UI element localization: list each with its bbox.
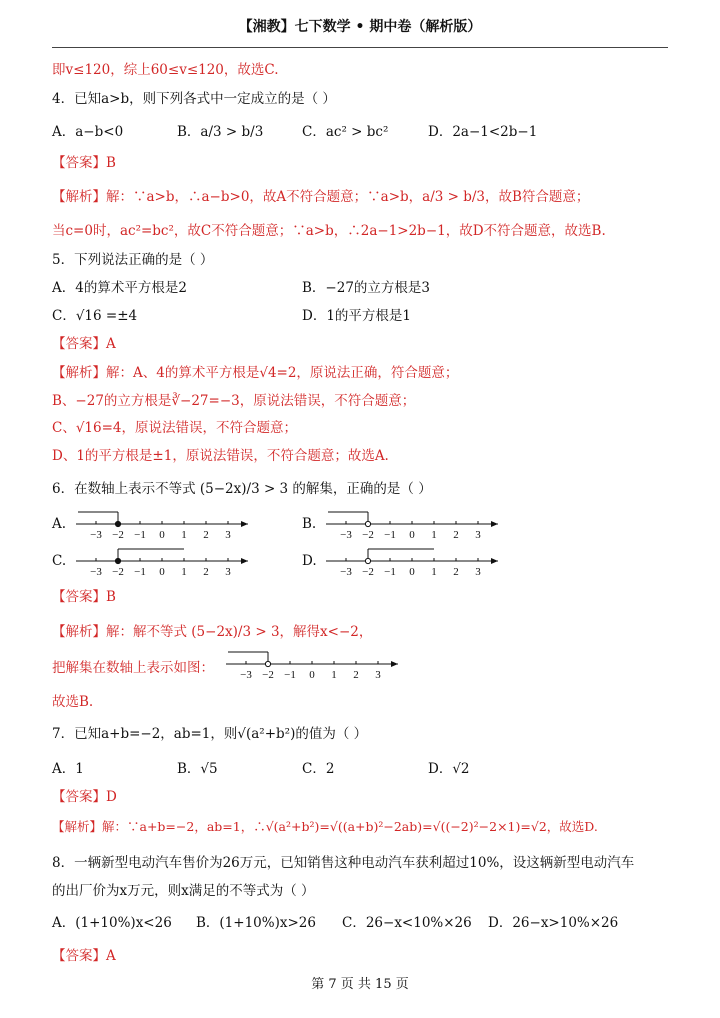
tick-label: 3 <box>375 669 381 681</box>
q5-explanation-3: C、√16=4，原说法错误，不符合题意； <box>52 420 298 436</box>
tick-label: 1 <box>181 529 187 541</box>
tick-label: −1 <box>284 669 296 681</box>
q8-option-d: D．26−x>10%×26 <box>488 915 619 931</box>
q4-stem: 4．已知a>b，则下列各式中一定成立的是（ ） <box>52 91 336 107</box>
number-line-svg <box>226 646 406 682</box>
boundary-point <box>115 521 120 526</box>
number-line-option-c <box>76 543 256 583</box>
tick-label: 1 <box>431 566 437 578</box>
boundary-point <box>265 661 270 666</box>
q6-option-c-label: C. <box>52 553 67 569</box>
tick-label: 1 <box>181 566 187 578</box>
tick-label: −1 <box>134 566 146 578</box>
number-line-svg <box>76 506 256 542</box>
tick-label: 3 <box>475 566 481 578</box>
q6-stem: 6．在数轴上表示不等式 (5−2x)/3 > 3 的解集，正确的是（ ） <box>52 481 432 497</box>
number-line-option-a <box>76 506 256 546</box>
q5-option-b: B．−27的立方根是3 <box>302 280 430 296</box>
q7-answer: 【答案】D <box>52 789 117 805</box>
number-line-option-d <box>326 543 506 583</box>
boundary-point <box>115 558 120 563</box>
number-line-solution <box>226 646 406 686</box>
tick-label: 1 <box>431 529 437 541</box>
q7-option-d: D．√2 <box>428 761 470 777</box>
tick-label: 1 <box>331 669 337 681</box>
q7-option-c: C．2 <box>302 761 335 777</box>
q4-option-b: B．a/3 > b/3 <box>177 124 264 140</box>
q5-option-d: D．1的平方根是1 <box>302 308 412 324</box>
tick-label: 0 <box>159 529 165 541</box>
tick-label: −3 <box>240 669 252 681</box>
q6-answer: 【答案】B <box>52 589 116 605</box>
q4-option-d: D．2a−1<2b−1 <box>428 124 538 140</box>
axis-arrow <box>241 521 248 527</box>
q5-answer: 【答案】A <box>52 336 116 352</box>
tick-label: 0 <box>409 566 415 578</box>
tick-label: −2 <box>362 566 374 578</box>
tick-label: 2 <box>453 566 459 578</box>
q5-explanation-2: B、−27的立方根是∛−27=−3，原说法错误，不符合题意； <box>52 393 416 409</box>
axis-arrow <box>241 558 248 564</box>
q5-explanation-1: 【解析】解：A、4的算术平方根是√4=2，原说法正确，符合题意； <box>52 365 459 381</box>
tick-label: −1 <box>134 529 146 541</box>
boundary-point <box>365 558 370 563</box>
tick-label: 2 <box>353 669 359 681</box>
tick-label: −2 <box>112 566 124 578</box>
q8-option-c: C．26−x<10%×26 <box>342 915 472 931</box>
tick-label: 0 <box>159 566 165 578</box>
q6-option-d-label: D. <box>302 553 317 569</box>
q6-option-b-label: B. <box>302 516 317 532</box>
q7-explanation: 【解析】解：∵a+b=−2，ab=1，∴√(a²+b²)=√((a+b)²−2ab)=√((−2)²−2×1)=√2，故选D. <box>52 819 598 834</box>
q4-explanation-1: 【解析】解：∵a>b，∴a−b>0，故A不符合题意；∵a>b，a/3 > b/3，故B符合题意； <box>52 189 590 205</box>
tick-label: −1 <box>384 529 396 541</box>
number-line-svg <box>326 543 506 579</box>
q5-explanation-4: D、1的平方根是±1，原说法错误，不符合题意；故选A. <box>52 448 389 464</box>
tick-label: 0 <box>309 669 315 681</box>
q7-option-a: A．1 <box>52 761 84 777</box>
q4-option-c: C．ac² > bc² <box>302 124 389 140</box>
q6-explanation-1: 【解析】解：解不等式 (5−2x)/3 > 3，解得x<−2， <box>52 624 373 640</box>
q4-explanation-2: 当c=0时，ac²=bc²，故C不符合题意；∵a>b，∴2a−1>2b−1，故D不符合题意，故选B. <box>52 223 606 239</box>
tick-label: −1 <box>384 566 396 578</box>
tick-label: 3 <box>225 529 231 541</box>
q5-stem: 5．下列说法正确的是（ ） <box>52 252 214 268</box>
tick-label: 2 <box>203 566 209 578</box>
q6-explanation-2: 把解集在数轴上表示如图： <box>52 660 214 676</box>
tick-label: −3 <box>90 529 102 541</box>
tick-label: −2 <box>262 669 274 681</box>
q8-stem-line-2: 的出厂价为x万元，则x满足的不等式为（ ） <box>52 883 315 899</box>
boundary-point <box>365 521 370 526</box>
q7-stem: 7．已知a+b=−2，ab=1，则√(a²+b²)的值为（ ） <box>52 726 368 742</box>
q8-stem-line-1: 8．一辆新型电动汽车售价为26万元，已知销售这种电动汽车获利超过10%，设这辆新型电动汽车 <box>52 855 635 871</box>
tick-label: −2 <box>112 529 124 541</box>
q8-option-a: A．(1+10%)x<26 <box>52 915 172 931</box>
number-line-svg <box>76 543 256 579</box>
q4-answer: 【答案】B <box>52 155 116 171</box>
page-footer: 第 7 页 共 15 页 <box>311 977 409 992</box>
q5-option-a: A．4的算术平方根是2 <box>52 280 187 296</box>
tick-label: 3 <box>225 566 231 578</box>
q5-option-c: C．√16 =±4 <box>52 308 138 324</box>
q8-option-b: B．(1+10%)x>26 <box>196 915 316 931</box>
axis-arrow <box>491 558 498 564</box>
q4-option-a: A．a−b<0 <box>52 124 124 140</box>
tick-label: 2 <box>453 529 459 541</box>
tick-label: −3 <box>90 566 102 578</box>
q8-answer: 【答案】A <box>52 948 116 964</box>
q6-explanation-3: 故选B. <box>52 694 94 710</box>
tick-label: 3 <box>475 529 481 541</box>
number-line-option-b <box>326 506 506 546</box>
q6-option-a-label: A. <box>52 516 67 532</box>
page-header-title: 【湘教】七下数学 • 期中卷（解析版） <box>238 19 482 35</box>
tick-label: −3 <box>340 566 352 578</box>
number-line-svg <box>326 506 506 542</box>
tick-label: 0 <box>409 529 415 541</box>
q7-option-b: B．√5 <box>177 761 218 777</box>
tick-label: −2 <box>362 529 374 541</box>
tick-label: 2 <box>203 529 209 541</box>
axis-arrow <box>391 661 398 667</box>
prev-conclusion: 即v≤120，综上60≤v≤120，故选C. <box>52 62 279 78</box>
header-rule <box>52 47 668 48</box>
tick-label: −3 <box>340 529 352 541</box>
axis-arrow <box>491 521 498 527</box>
